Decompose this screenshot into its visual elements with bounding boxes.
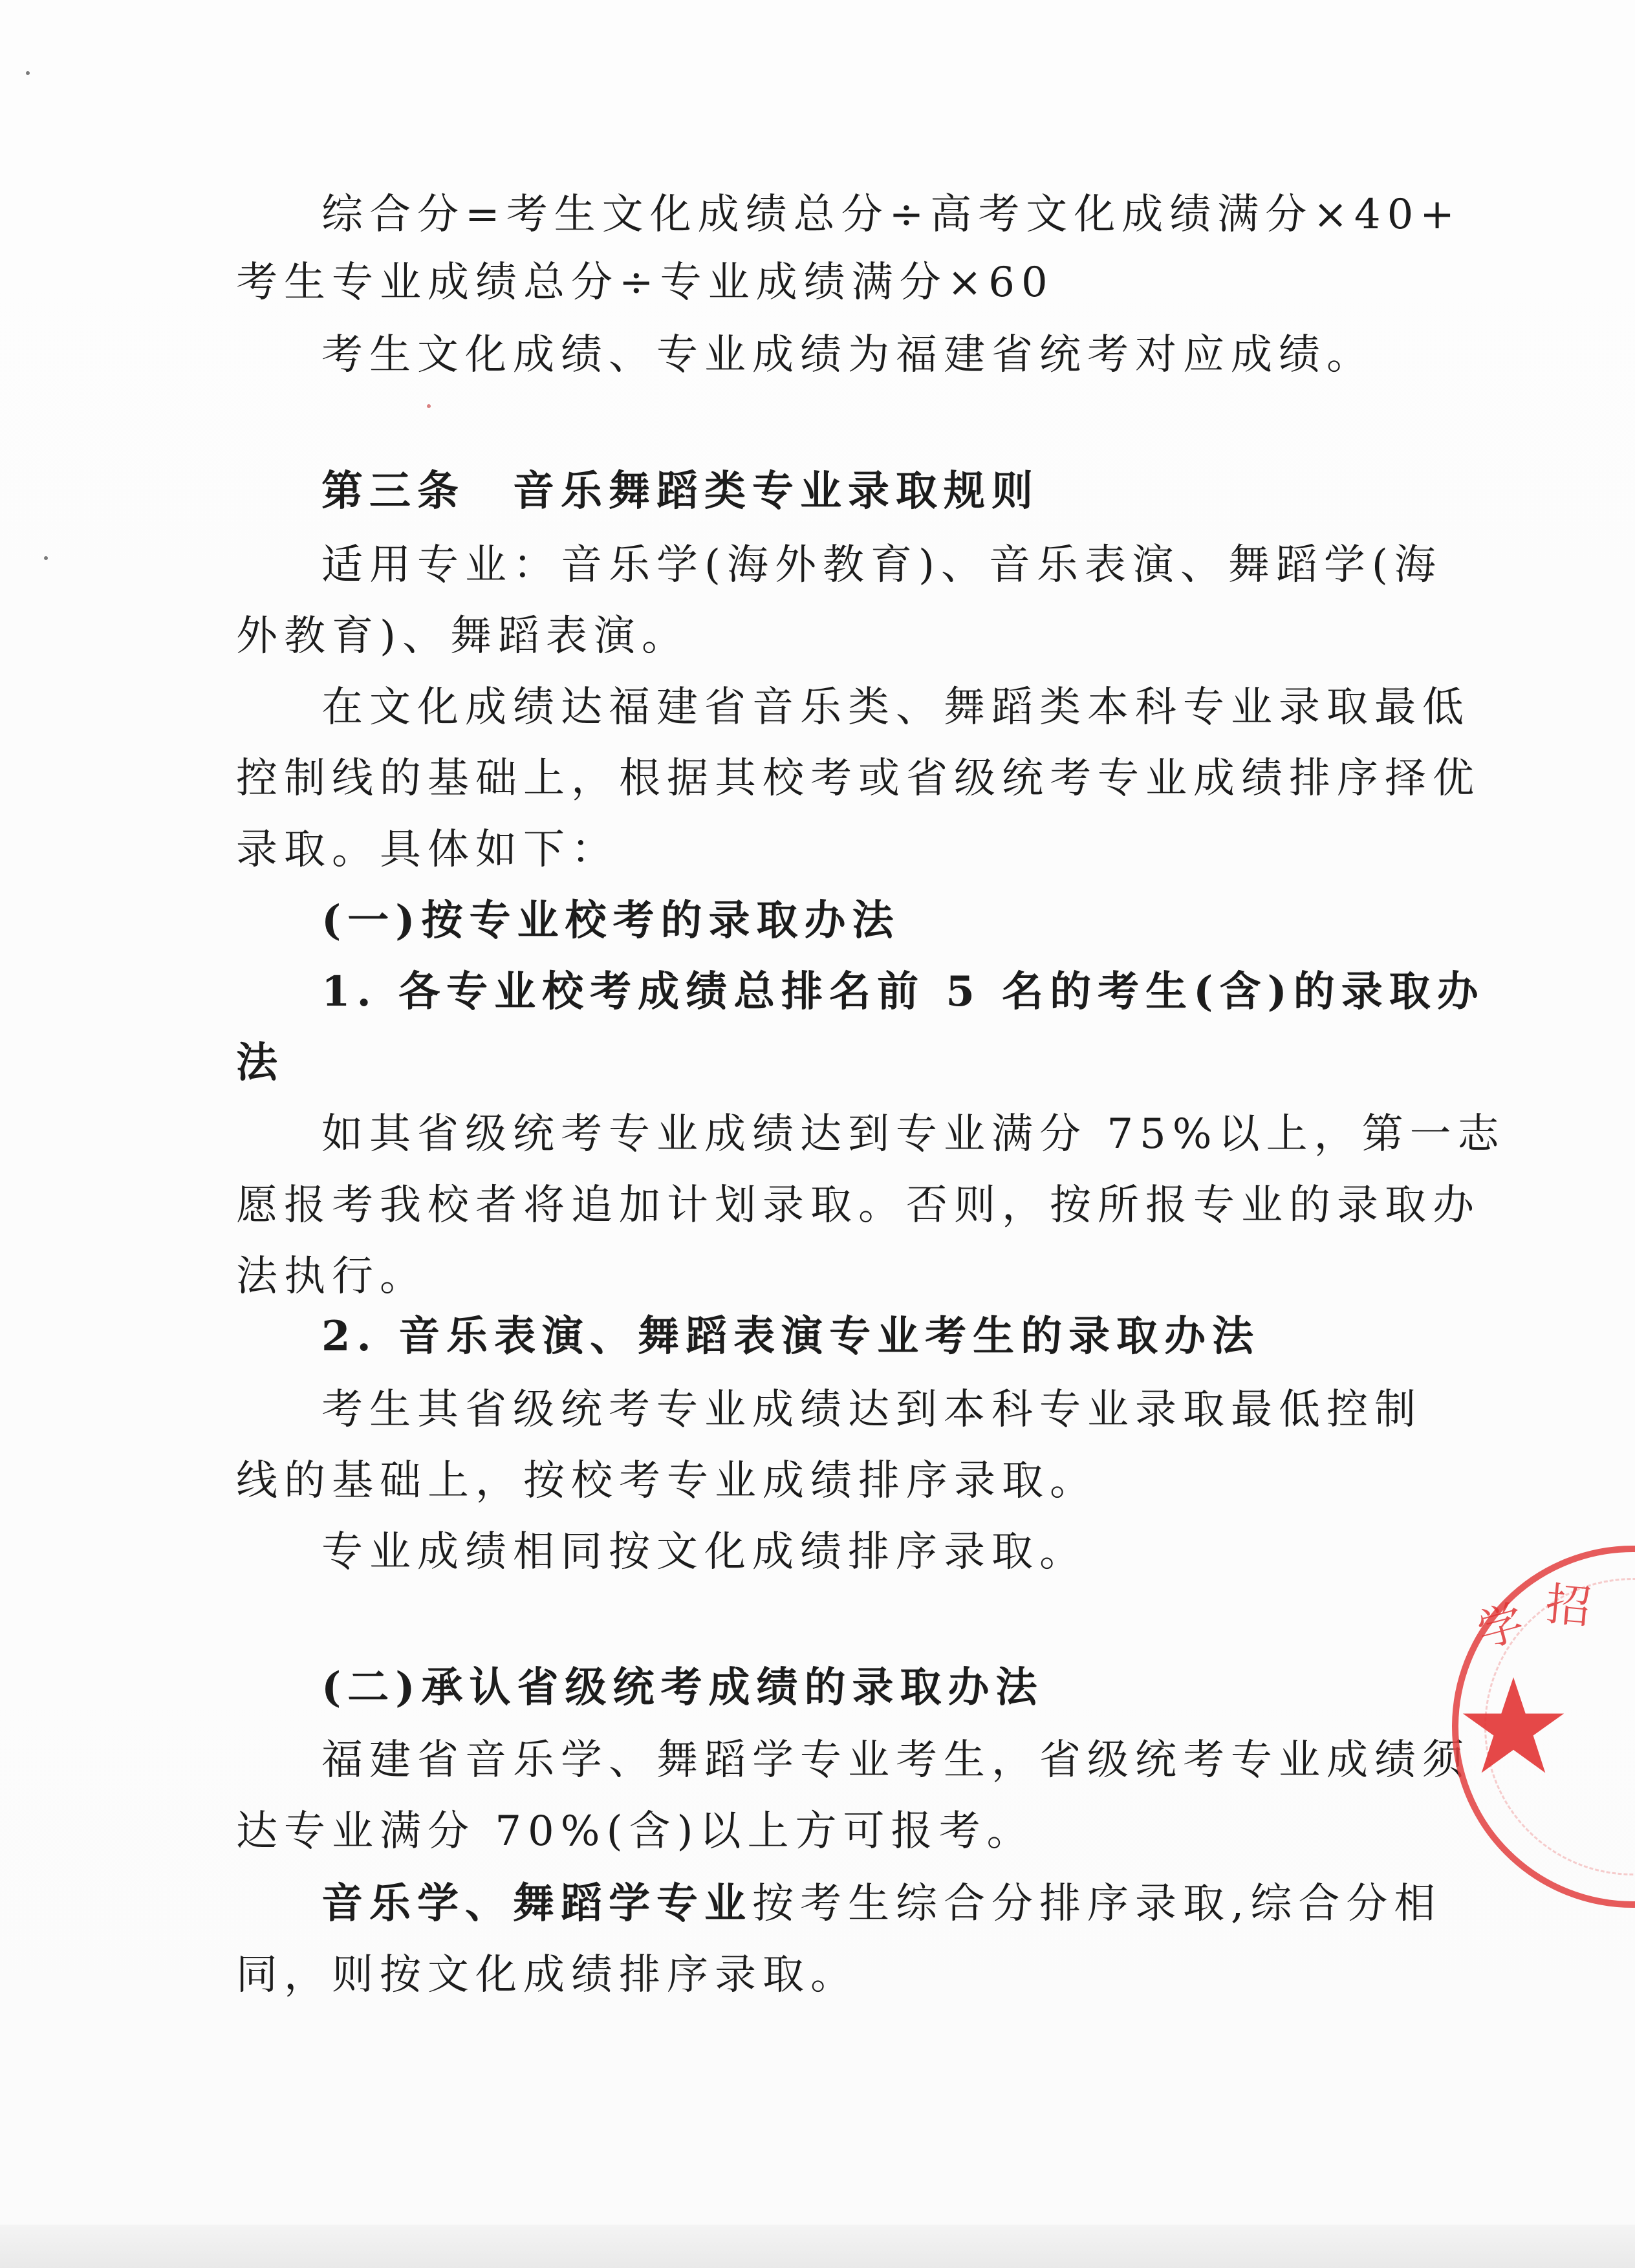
- paragraph-line: 考生文化成绩、专业成绩为福建省统考对应成绩。: [321, 331, 1374, 379]
- scan-speck: [44, 556, 48, 560]
- scan-edge: [0, 2225, 1635, 2268]
- paragraph-line: 适用专业：音乐学(海外教育)、音乐表演、舞蹈学(海: [321, 541, 1442, 589]
- bold-prefix: 音乐学、舞蹈学专业: [321, 1879, 752, 1928]
- paragraph-line: 外教育)、舞蹈表演。: [236, 612, 689, 660]
- formula-line-1: 综合分=考生文化成绩总分÷高考文化成绩满分×40+: [321, 191, 1461, 239]
- paragraph-line: 控制线的基础上，根据其校考或省级统考专业成绩排序择优: [236, 755, 1480, 803]
- section-heading: (二)承认省级统考成绩的录取办法: [321, 1663, 1044, 1712]
- scan-speck: [26, 71, 30, 75]
- paragraph-line: 录取。具体如下：: [236, 826, 619, 874]
- scan-speck: [427, 404, 431, 408]
- seal-char: 招: [1543, 1577, 1594, 1634]
- subsection-heading: 2. 音乐表演、舞蹈表演专业考生的录取办法: [321, 1312, 1261, 1361]
- paragraph-line: 在文化成绩达福建省音乐类、舞蹈类本科专业录取最低: [321, 684, 1470, 731]
- star-icon: [1458, 1672, 1568, 1782]
- formula-line-2: 考生专业成绩总分÷专业成绩满分×60: [236, 259, 1054, 307]
- paragraph-line: 考生其省级统考专业成绩达到本科专业录取最低控制: [321, 1386, 1422, 1434]
- paragraph-line: [321, 1879, 1442, 1928]
- paragraph-line: 专业成绩相同按文化成绩排序录取。: [321, 1528, 1087, 1576]
- paragraph-line: 同，则按文化成绩排序录取。: [236, 1951, 858, 1999]
- paragraph-line: 达专业满分 70%(含)以上方可报考。: [236, 1808, 1035, 1855]
- seal-char: 学: [1471, 1595, 1530, 1658]
- paragraph-line: 线的基础上，按校考专业成绩排序录取。: [236, 1457, 1098, 1505]
- paragraph-text: 按考生综合分排序录取,综合分相: [752, 1880, 1442, 1928]
- paragraph-line: 如其省级统考专业成绩达到专业满分 75%以上，第一志: [321, 1110, 1506, 1158]
- article-heading: 第三条 音乐舞蹈类专业录取规则: [321, 467, 1039, 515]
- paragraph-line: 福建省音乐学、舞蹈学专业考生，省级统考专业成绩须: [321, 1736, 1470, 1784]
- subsection-heading-cont: 法: [236, 1039, 284, 1087]
- paragraph-line: 法执行。: [236, 1253, 428, 1301]
- paragraph-line: 愿报考我校者将追加计划录取。否则，按所报专业的录取办: [236, 1182, 1480, 1229]
- subsection-heading: 1. 各专业校考成绩总排名前 5 名的考生(含)的录取办: [321, 967, 1485, 1016]
- section-heading: (一)按专业校考的录取办法: [321, 896, 900, 945]
